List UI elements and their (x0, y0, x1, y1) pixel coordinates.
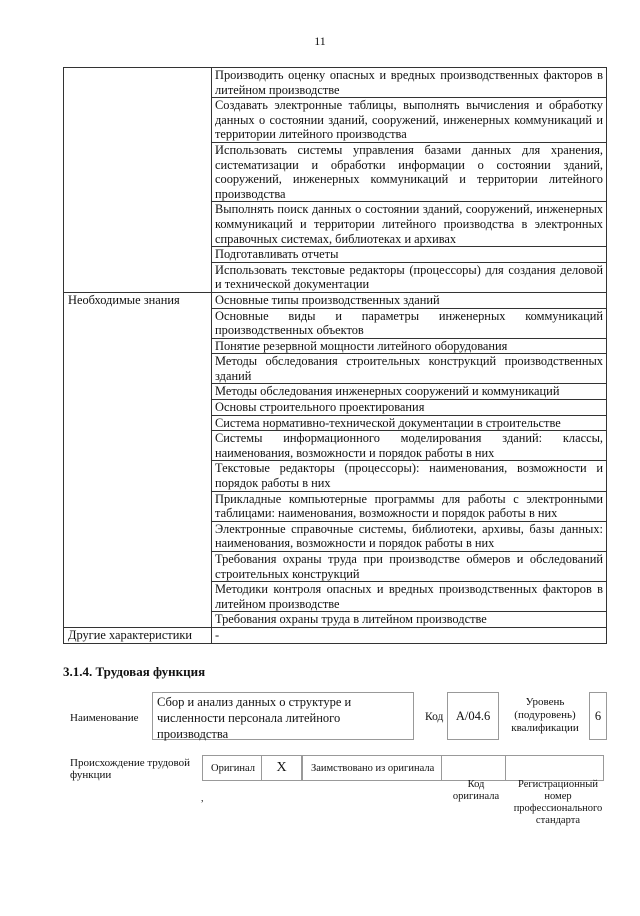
row-value: Текстовые редакторы (процессоры): наименования, возможности и порядок работы в них (212, 461, 607, 491)
requirements-table (63, 67, 607, 644)
row-value: Подготавливать отчеты (212, 247, 607, 263)
function-name: Сбор и анализ данных о структуре и численности персонала литейного производства (152, 692, 414, 740)
table-row (64, 627, 607, 643)
row-value: Электронные справочные системы, библиотеки, архивы, базы данных: наименования, возможности и порядок работы в них (212, 521, 607, 551)
original-cell: Оригинал (202, 755, 262, 781)
row-label: Другие характеристики (64, 627, 212, 643)
row-label: Необходимые знания (64, 292, 212, 627)
row-value: Требования охраны труда в литейном производстве (212, 612, 607, 628)
row-value: Основные виды и параметры инженерных коммуникаций производственных объектов (212, 308, 607, 338)
reg-number-cell (506, 755, 604, 781)
origin-label: Происхождение трудовой функции (70, 757, 191, 781)
row-value: Методы обследования инженерных сооружений и коммуникаций (212, 384, 607, 400)
row-value: Использовать системы управления базами данных для хранения, систематизации и обработки информации о состоянии зданий, сооружений, инженерных коммуникаций и территории литейного производства (212, 142, 607, 201)
row-value: Методы обследования строительных конструкций производственных зданий (212, 354, 607, 384)
row-value: Основы строительного проектирования (212, 400, 607, 416)
code-label: Код (425, 711, 444, 723)
page-number: 11 (314, 34, 326, 48)
row-value: Понятие резервной мощности литейного оборудования (212, 338, 607, 354)
table-row (64, 292, 607, 308)
row-value: Основные типы производственных зданий (212, 292, 607, 308)
row-value: Производить оценку опасных и вредных производственных факторов в литейном производстве (212, 68, 607, 98)
section-title: 3.1.4. Трудовая функция (63, 664, 206, 679)
row-value: Прикладные компьютерные программы для работы с электронными таблицами: наименования, возможности и порядок работы в них (212, 491, 607, 521)
row-value: - (212, 627, 607, 643)
row-value: Требования охраны труда при производстве обмеров и обследований строительных конструкций (212, 552, 607, 582)
row-value: Система нормативно-технической документации в строительстве (212, 415, 607, 431)
borrowed-cell: Заимствовано из оригинала (302, 755, 442, 781)
caption-reg: Регистрационный номер профессионального стандарта (513, 779, 603, 826)
origin-row (202, 755, 604, 781)
level-label: Уровень (подуровень) квалификации (511, 696, 579, 734)
row-value: Методики контроля опасных и вредных производственных факторов в литейном производстве (212, 582, 607, 612)
original-mark: X (262, 755, 302, 781)
row-value: Создавать электронные таблицы, выполнять вычисления и обработку данных о состоянии зданий, сооружений, инженерных коммуникаций и территории литейного производства (212, 98, 607, 143)
caption-code: Код оригинала (452, 779, 500, 802)
stray-mark: , (201, 793, 204, 804)
row-value: Использовать текстовые редакторы (процессоры) для создания деловой и технической документации (212, 262, 607, 292)
row-value: Выполнять поиск данных о состоянии зданий, сооружений, инженерных коммуникаций и территории литейного производства в электронных справочных системах, библиотеках и архивах (212, 202, 607, 247)
table-row (64, 68, 607, 98)
function-code: A/04.6 (447, 692, 499, 740)
row-label (64, 68, 212, 293)
level-value: 6 (589, 692, 607, 740)
code-original-cell (442, 755, 506, 781)
name-label: Наименование (70, 712, 139, 724)
row-value: Системы информационного моделирования зданий: классы, наименования, возможности и порядок работы в них (212, 431, 607, 461)
